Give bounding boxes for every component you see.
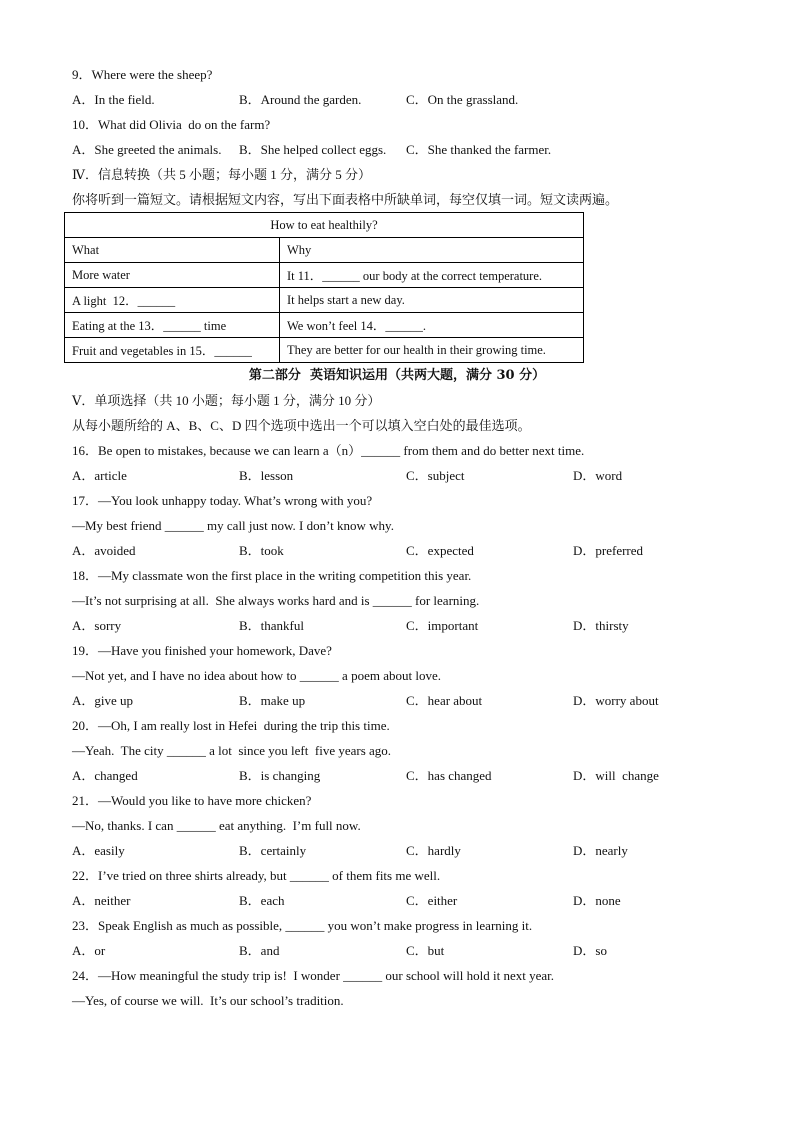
option-b: B．is changing bbox=[239, 768, 321, 783]
option-c: C．hardly bbox=[406, 843, 461, 858]
option-d: D．nearly bbox=[573, 843, 628, 858]
question-stem: 17．—You look unhappy today. What’s wrong with you? bbox=[72, 493, 373, 508]
question-options bbox=[72, 463, 722, 488]
question-10-stem: 10．What did Olivia do on the farm? bbox=[72, 117, 271, 132]
option-a: A．neither bbox=[72, 893, 131, 908]
option-b: B．took bbox=[239, 543, 284, 558]
section-5-title: Ⅴ．单项选择（共 10 小题；每小题 1 分，满分 10 分） bbox=[72, 393, 381, 408]
table-heading: How to eat healthily? bbox=[65, 213, 584, 238]
table-cell-what: Fruit and vegetables in 15．______ bbox=[65, 338, 280, 363]
option-b: B．She helped collect eggs. bbox=[239, 142, 387, 157]
question-item bbox=[72, 788, 722, 863]
question-reply: —It’s not surprising at all. She always works hard and is ______ for learning. bbox=[72, 593, 480, 608]
question-stem: 22．I’ve tried on three shirts already, but ______ of them fits me well. bbox=[72, 868, 441, 883]
option-b: B．each bbox=[239, 893, 285, 908]
option-d: D．none bbox=[573, 893, 621, 908]
question-item bbox=[72, 563, 722, 638]
option-d: D．thirsty bbox=[573, 618, 629, 633]
table-header-why: Why bbox=[280, 238, 584, 263]
question-options bbox=[72, 888, 722, 913]
option-a: A．avoided bbox=[72, 543, 136, 558]
question-stem: 19．—Have you finished your homework, Dave? bbox=[72, 643, 332, 658]
part-2-title: 第二部分 英语知识运用（共两大题，满分 30 分） bbox=[248, 368, 546, 383]
table-cell-why: It 11．______ our body at the correct temperature. bbox=[280, 263, 584, 288]
option-b: B．lesson bbox=[239, 468, 294, 483]
question-reply: —Not yet, and I have no idea about how to ______ a poem about love. bbox=[72, 668, 441, 683]
question-reply: —Yeah. The city ______ a lot since you left five years ago. bbox=[72, 743, 392, 758]
question-item bbox=[72, 438, 722, 488]
question-item bbox=[72, 963, 722, 1013]
section-4-title: Ⅳ．信息转换（共 5 小题；每小题 1 分，满分 5 分） bbox=[72, 167, 371, 182]
option-b: B．make up bbox=[239, 693, 306, 708]
question-reply: —My best friend ______ my call just now. I don’t know why. bbox=[72, 518, 394, 533]
option-c: C．important bbox=[406, 618, 479, 633]
option-c: C．expected bbox=[406, 543, 474, 558]
option-a: A．or bbox=[72, 943, 106, 958]
option-d: D．preferred bbox=[573, 543, 644, 558]
option-a: A．easily bbox=[72, 843, 125, 858]
question-item bbox=[72, 713, 722, 788]
question-item bbox=[72, 488, 722, 563]
option-b: B．certainly bbox=[239, 843, 307, 858]
question-stem: 23．Speak English as much as possible, ______ you won’t make progress in learning it. bbox=[72, 918, 533, 933]
option-c: C．On the grassland. bbox=[406, 92, 519, 107]
table-cell-why: We won’t feel 14．______. bbox=[280, 313, 584, 338]
option-b: B．thankful bbox=[239, 618, 304, 633]
question-options bbox=[72, 838, 722, 863]
question-10-options bbox=[72, 137, 722, 162]
question-stem: 20．—Oh, I am really lost in Hefei during the trip this time. bbox=[72, 718, 390, 733]
question-9-stem: 9．Where were the sheep? bbox=[72, 67, 213, 82]
table-cell-what: A light 12．______ bbox=[65, 288, 280, 313]
option-a: A．article bbox=[72, 468, 127, 483]
option-c: C．but bbox=[406, 943, 445, 958]
question-options bbox=[72, 538, 722, 563]
table-row bbox=[65, 338, 584, 363]
option-c: C．subject bbox=[406, 468, 465, 483]
table-cell-what: More water bbox=[65, 263, 280, 288]
option-d: D．so bbox=[573, 943, 607, 958]
question-options bbox=[72, 688, 722, 713]
question-options bbox=[72, 938, 722, 963]
question-9-options bbox=[72, 87, 722, 112]
option-c: C．hear about bbox=[406, 693, 483, 708]
table-header-what: What bbox=[65, 238, 280, 263]
option-a: A．sorry bbox=[72, 618, 122, 633]
question-reply: —Yes, of course we will. It’s our school’s tradition. bbox=[72, 993, 344, 1008]
exam-page bbox=[72, 62, 722, 1013]
question-reply: —No, thanks. I can ______ eat anything. I’m full now. bbox=[72, 818, 361, 833]
option-d: D．will change bbox=[573, 768, 659, 783]
option-c: C．has changed bbox=[406, 768, 492, 783]
option-b: B．and bbox=[239, 943, 280, 958]
question-item bbox=[72, 863, 722, 913]
question-list bbox=[72, 438, 722, 1013]
question-item bbox=[72, 638, 722, 713]
question-stem: 24．—How meaningful the study trip is! I wonder ______ our school will hold it next year. bbox=[72, 968, 555, 983]
option-c: C．She thanked the farmer. bbox=[406, 142, 552, 157]
option-c: C．either bbox=[406, 893, 458, 908]
table-cell-why: They are better for our health in their growing time. bbox=[280, 338, 584, 363]
option-a: A．In the field. bbox=[72, 92, 155, 107]
section-4-instruction: 你将听到一篇短文。请根据短文内容，写出下面表格中所缺单词，每空仅填一词。短文读两遍。 bbox=[72, 192, 619, 207]
option-b: B．Around the garden. bbox=[239, 92, 362, 107]
option-d: D．word bbox=[573, 468, 623, 483]
option-a: A．changed bbox=[72, 768, 138, 783]
question-options bbox=[72, 763, 722, 788]
option-a: A．She greeted the animals. bbox=[72, 142, 222, 157]
option-a: A．give up bbox=[72, 693, 134, 708]
table-row bbox=[65, 313, 584, 338]
table-cell-what: Eating at the 13．______ time bbox=[65, 313, 280, 338]
question-options bbox=[72, 613, 722, 638]
section-5-instruction: 从每小题所给的 A、B、C、D 四个选项中选出一个可以填入空白处的最佳选项。 bbox=[72, 418, 531, 433]
option-d: D．worry about bbox=[573, 693, 659, 708]
question-stem: 18．—My classmate won the first place in the writing competition this year. bbox=[72, 568, 472, 583]
question-stem: 16．Be open to mistakes, because we can learn a（n）______ from them and do better next time. bbox=[72, 443, 585, 458]
table-cell-why: It helps start a new day. bbox=[280, 288, 584, 313]
table-row bbox=[65, 288, 584, 313]
question-item bbox=[72, 913, 722, 963]
question-stem: 21．—Would you like to have more chicken? bbox=[72, 793, 312, 808]
info-table bbox=[64, 212, 584, 363]
table-row bbox=[65, 263, 584, 288]
